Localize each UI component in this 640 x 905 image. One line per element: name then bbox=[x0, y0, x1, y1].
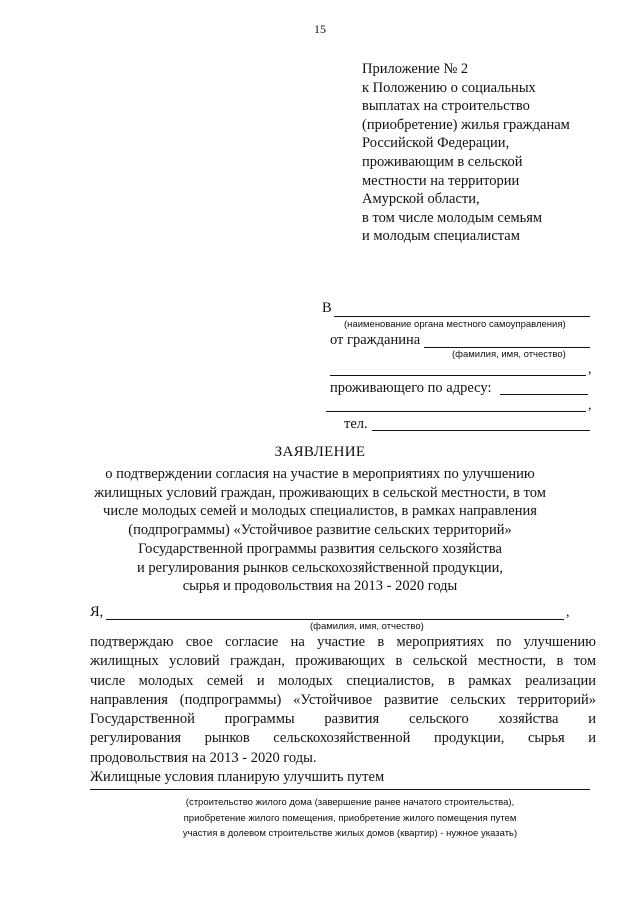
page-number: 15 bbox=[314, 22, 326, 36]
address-label: проживающего по адресу: bbox=[330, 380, 492, 396]
i-label: Я, bbox=[90, 604, 104, 620]
body-line: продовольствия на 2013 - 2020 годы. bbox=[90, 749, 317, 766]
comma: , bbox=[566, 605, 570, 620]
body-line: жилищных условий граждан, проживающих в сельской местности, в том bbox=[90, 653, 596, 670]
hint-line: приобретение жилого помещения, приобретение жилого помещения путем bbox=[183, 812, 517, 824]
body-paragraph bbox=[90, 633, 596, 787]
subtitle-line: числе молодых семей и молодых специалистов, в рамках направления bbox=[103, 503, 537, 520]
appendix-line: к Положению о социальных bbox=[362, 79, 536, 96]
body-line: регулирования рынков сельскохозяйственной продукции, сырья и bbox=[90, 730, 596, 747]
comma: , bbox=[588, 362, 592, 377]
appendix-line: Амурской области, bbox=[362, 191, 480, 208]
phone-label: тел. bbox=[344, 416, 368, 432]
statement-title: ЗАЯВЛЕНИЕ bbox=[274, 444, 366, 460]
citizen-name-hint: (фамилия, имя, отчество) bbox=[452, 349, 566, 360]
appendix-line: Российской Федерации, bbox=[362, 135, 510, 152]
phone-field[interactable] bbox=[372, 430, 590, 431]
subtitle-line: и регулирования рынков сельскохозяйственной продукции, bbox=[137, 559, 503, 576]
subtitle-line: Государственной программы развития сельского хозяйства bbox=[138, 540, 502, 557]
address-field[interactable] bbox=[500, 394, 588, 395]
to-authority-field[interactable] bbox=[334, 316, 590, 317]
body-line: Жилищные условия планирую улучшить путем bbox=[90, 769, 385, 786]
to-authority-hint: (наименование органа местного самоуправления) bbox=[344, 319, 566, 330]
body-line: числе молодых семей и молодых специалистов, в рамках реализации bbox=[90, 672, 596, 689]
subtitle-line: о подтверждении согласия на участие в мероприятиях по улучшению bbox=[105, 466, 535, 482]
appendix-line: и молодым специалистам bbox=[362, 228, 520, 245]
applicant-name-hint: (фамилия, имя, отчество) bbox=[310, 621, 424, 632]
appendix-line: в том числе молодым семьям bbox=[362, 209, 543, 226]
subtitle-line: сырья и продовольствия на 2013 - 2020 годы bbox=[182, 578, 458, 595]
comma: , bbox=[588, 398, 592, 413]
appendix-line: выплатах на строительство bbox=[362, 98, 530, 115]
subtitle-line: (подпрограммы) «Устойчивое развитие сельских территорий» bbox=[128, 522, 512, 539]
to-label: В bbox=[322, 300, 332, 316]
appendix-line: (приобретение) жилья гражданам bbox=[362, 116, 570, 133]
body-line: Государственной программы развития сельского хозяйства и bbox=[90, 711, 596, 728]
hint-line: участия в долевом строительстве жилых домов (квартир) - нужное указать) bbox=[182, 828, 518, 839]
body-line: направления (подпрограммы) «Устойчивое развитие сельских территорий» bbox=[90, 691, 596, 708]
appendix-line: Приложение № 2 bbox=[362, 61, 469, 77]
body-line: подтверждаю свое согласие на участие в мероприятиях по улучшению bbox=[90, 634, 596, 650]
appendix-line: местности на территории bbox=[362, 172, 520, 189]
statement-subtitle bbox=[60, 465, 580, 596]
address-field-2[interactable] bbox=[326, 411, 586, 412]
citizen-name-field-2[interactable] bbox=[330, 375, 586, 376]
citizen-name-field[interactable] bbox=[424, 347, 590, 348]
appendix-line: проживающим в сельской bbox=[362, 153, 523, 170]
improvement-method-field[interactable] bbox=[90, 789, 590, 790]
appendix-block bbox=[362, 60, 632, 246]
improvement-method-hint bbox=[160, 795, 540, 842]
applicant-name-field[interactable] bbox=[106, 619, 564, 620]
subtitle-line: жилищных условий граждан, проживающих в сельской местности, в том bbox=[94, 484, 546, 501]
from-label: от гражданина bbox=[330, 332, 421, 348]
hint-line: (строительство жилого дома (завершение ранее начатого строительства), bbox=[185, 797, 515, 808]
